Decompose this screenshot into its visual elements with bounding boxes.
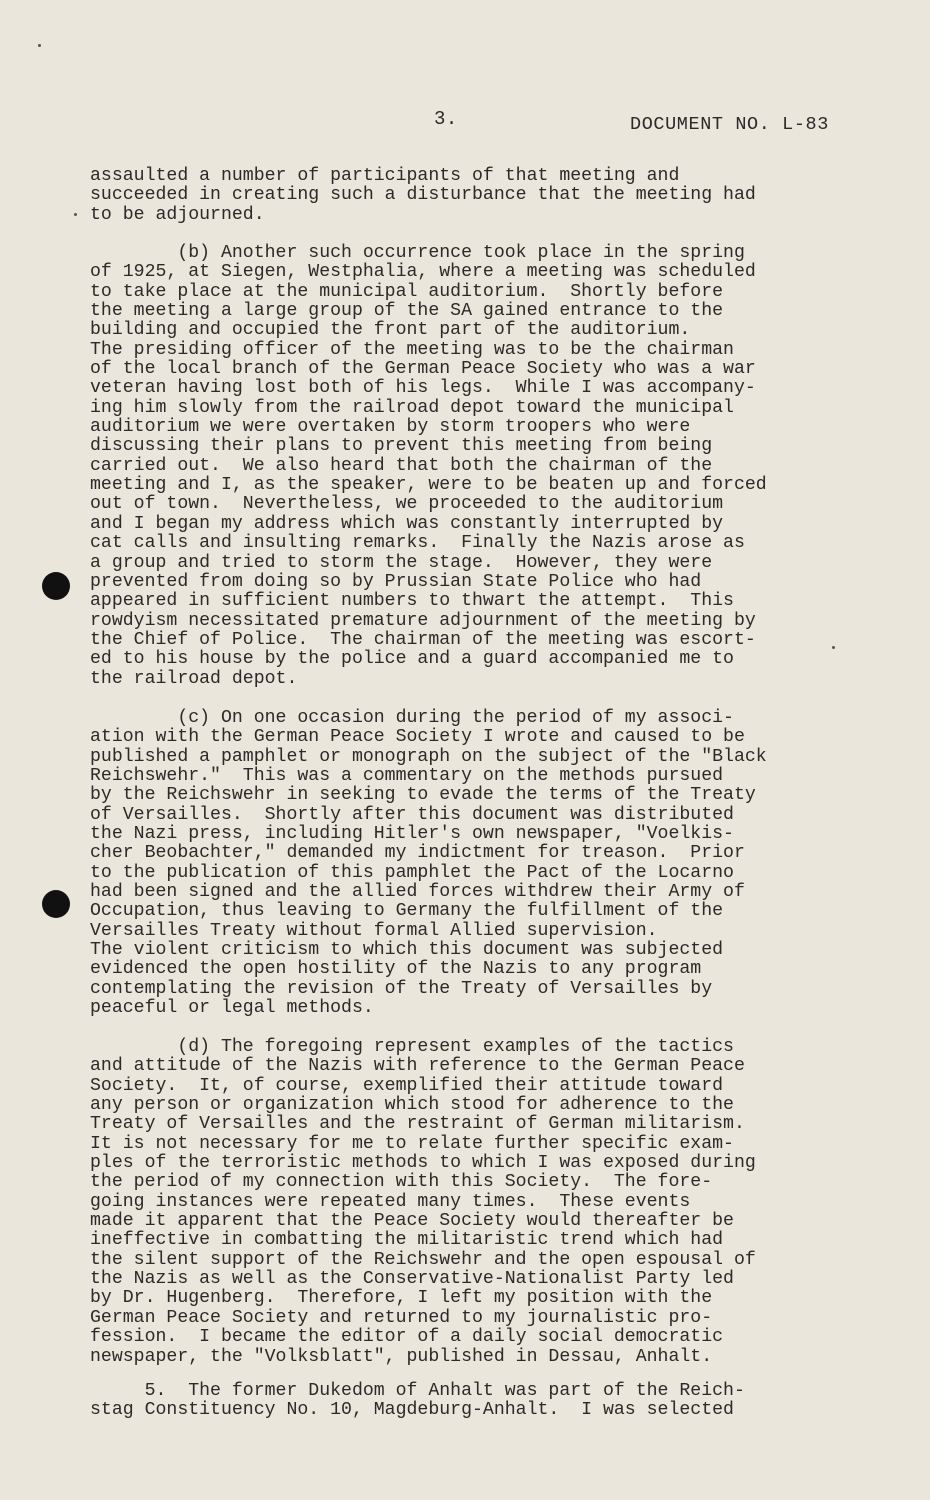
- text-line: appeared in sufficient numbers to thwart the attempt. This: [90, 591, 734, 612]
- text-line: (b) Another such occurrence took place in the spring: [90, 243, 745, 263]
- text-line: the Chief of Police. The chairman of the meeting was escort-: [90, 629, 756, 650]
- text-line: discussing their plans to prevent this meeting from being: [90, 436, 713, 457]
- text-line: of 1925, at Siegen, Westphalia, where a meeting was scheduled: [90, 262, 756, 283]
- text-line: the silent support of the Reichswehr and the open espousal of: [90, 1249, 756, 1270]
- text-line: veteran having lost both of his legs. While I was accompany-: [90, 378, 756, 399]
- text-line: of Versailles. Shortly after this document was distributed: [90, 804, 734, 825]
- text-line: a group and tried to storm the stage. However, they were: [90, 552, 713, 573]
- text-line: the Nazi press, including Hitler's own newspaper, "Voelkis-: [90, 824, 734, 845]
- text-line: going instances were repeated many times. These events: [90, 1191, 691, 1212]
- page-number: 3.: [434, 108, 458, 130]
- text-line: German Peace Society and returned to my journalistic pro-: [90, 1307, 713, 1328]
- text-line: The presiding officer of the meeting was to be the chairman: [90, 339, 734, 360]
- text-line: any person or organization which stood for adherence to the: [90, 1095, 734, 1116]
- text-line: auditorium we were overtaken by storm troopers who were: [90, 417, 691, 438]
- text-line: rowdyism necessitated premature adjournment of the meeting by: [90, 610, 756, 631]
- paragraph-b: [90, 244, 830, 689]
- paper-speck: [832, 646, 835, 649]
- text-line: Society. It, of course, exemplified their attitude toward: [90, 1075, 724, 1096]
- text-line: by Dr. Hugenberg. Therefore, I left my position with the: [90, 1288, 713, 1309]
- text-line: Treaty of Versailles and the restraint of German militarism.: [90, 1114, 745, 1135]
- text-line: evidenced the open hostility of the Nazis to any program: [90, 959, 702, 980]
- paper-speck: [38, 44, 41, 47]
- text-line: assaulted a number of participants of that meeting and: [90, 166, 680, 186]
- text-line: ineffective in combatting the militaristic trend which had: [90, 1230, 724, 1251]
- text-line: to take place at the municipal auditorium. Shortly before: [90, 281, 724, 302]
- text-line: newspaper, the "Volksblatt", published in Dessau, Anhalt.: [90, 1346, 713, 1367]
- text-line: the meeting a large group of the SA gained entrance to the: [90, 301, 724, 322]
- text-line: had been signed and the allied forces withdrew their Army of: [90, 882, 745, 903]
- paper-speck: [74, 213, 77, 216]
- text-line: made it apparent that the Peace Society would thereafter be: [90, 1211, 734, 1232]
- text-line: Versailles Treaty without formal Allied supervision.: [90, 920, 658, 941]
- text-line: stag Constituency No. 10, Magdeburg-Anhalt. I was selected: [90, 1400, 734, 1421]
- text-line: carried out. We also heard that both the chairman of the: [90, 455, 713, 476]
- text-line: ing him slowly from the railroad depot toward the municipal: [90, 397, 734, 418]
- text-line: 5. The former Dukedom of Anhalt was part of the Reich-: [90, 1381, 745, 1401]
- text-line: the period of my connection with this Society. The fore-: [90, 1172, 713, 1193]
- text-line: by the Reichswehr in seeking to evade the terms of the Treaty: [90, 785, 756, 806]
- text-line: published a pamphlet or monograph on the subject of the "Black: [90, 746, 767, 767]
- text-line: the Nazis as well as the Conservative-Nationalist Party led: [90, 1269, 734, 1290]
- document-reference: DOCUMENT NO. L-83: [630, 114, 829, 135]
- text-line: It is not necessary for me to relate further specific exam-: [90, 1133, 734, 1154]
- text-line: succeeded in creating such a disturbance that the meeting had: [90, 185, 756, 206]
- text-line: (d) The foregoing represent examples of the tactics: [90, 1037, 734, 1057]
- text-line: Occupation, thus leaving to Germany the fulfillment of the: [90, 901, 724, 922]
- text-line: the railroad depot.: [90, 668, 298, 689]
- paragraph-d: [90, 1038, 830, 1367]
- text-line: The violent criticism to which this document was subjected: [90, 940, 724, 961]
- text-line: ples of the terroristic methods to which I was exposed during: [90, 1153, 756, 1174]
- paragraph-continuation: [90, 167, 830, 225]
- text-line: and attitude of the Nazis with reference to the German Peace: [90, 1056, 745, 1077]
- text-line: contemplating the revision of the Treaty of Versailles by: [90, 978, 713, 999]
- text-line: building and occupied the front part of the auditorium.: [90, 320, 691, 341]
- text-line: and I began my address which was constantly interrupted by: [90, 513, 724, 534]
- text-line: (c) On one occasion during the period of my associ-: [90, 708, 734, 728]
- paragraph-c: [90, 709, 830, 1019]
- text-line: ed to his house by the police and a guard accompanied me to: [90, 649, 734, 670]
- text-line: to the publication of this pamphlet the Pact of the Locarno: [90, 862, 734, 883]
- text-line: ation with the German Peace Society I wrote and caused to be: [90, 727, 745, 748]
- text-line: fession. I became the editor of a daily social democratic: [90, 1327, 724, 1348]
- text-line: prevented from doing so by Prussian State Police who had: [90, 571, 702, 592]
- text-line: peaceful or legal methods.: [90, 998, 374, 1019]
- punch-hole-top: [42, 572, 70, 600]
- punch-hole-bottom: [42, 890, 70, 918]
- text-line: out of town. Nevertheless, we proceeded to the auditorium: [90, 494, 724, 515]
- text-line: cat calls and insulting remarks. Finally the Nazis arose as: [90, 533, 745, 554]
- text-line: to be adjourned.: [90, 204, 265, 225]
- text-line: Reichswehr." This was a commentary on the methods pursued: [90, 766, 724, 787]
- text-line: meeting and I, as the speaker, were to be beaten up and forced: [90, 475, 767, 496]
- text-line: cher Beobachter," demanded my indictment for treason. Prior: [90, 843, 745, 864]
- paragraph-5: [90, 1382, 830, 1421]
- text-line: of the local branch of the German Peace Society who was a war: [90, 359, 756, 380]
